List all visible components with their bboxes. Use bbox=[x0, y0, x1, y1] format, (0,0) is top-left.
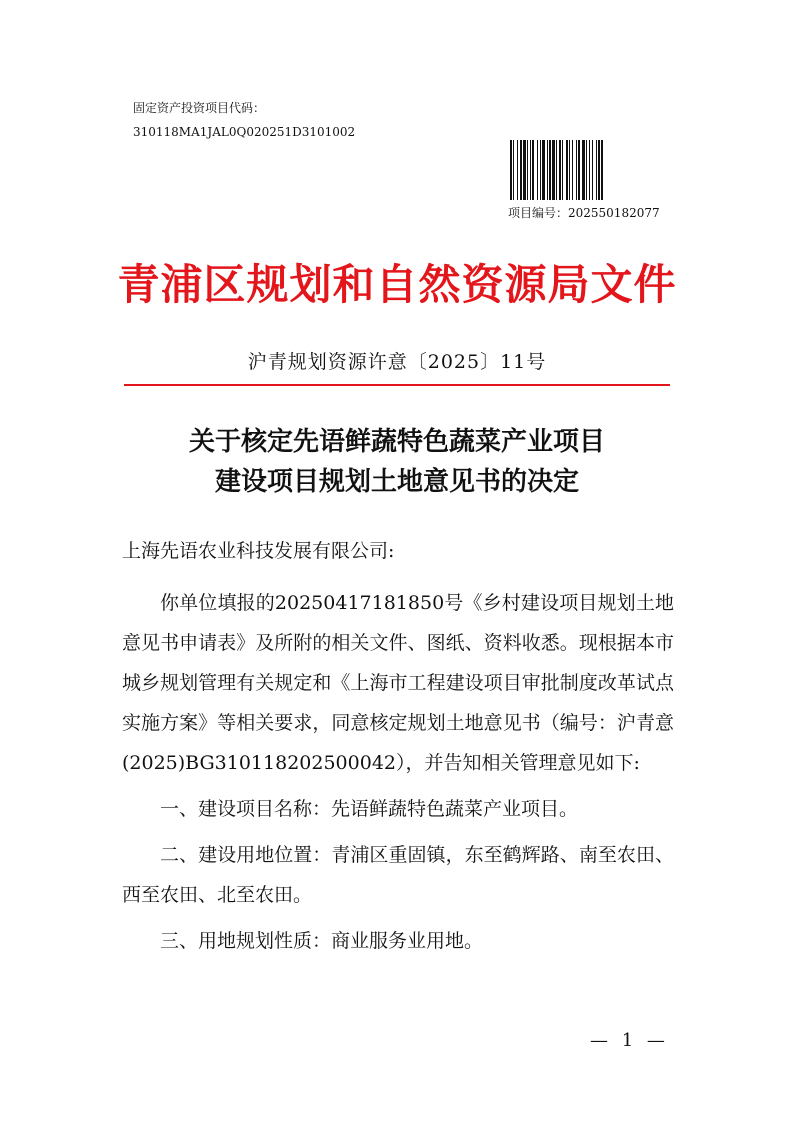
project-number: 项目编号：202550182077 bbox=[508, 206, 660, 220]
project-code-block bbox=[133, 96, 355, 144]
document-number: 沪青规划资源许意〔2025〕11号 bbox=[247, 351, 547, 373]
page-number: — 1 — bbox=[590, 1030, 669, 1051]
body-paragraph: 一、建设项目名称：先语鲜蔬特色蔬菜产业项目。 bbox=[160, 798, 579, 820]
title-line-1: 关于核定先语鲜蔬特色蔬菜产业项目 bbox=[188, 427, 605, 457]
body-paragraph: 二、建设用地位置：青浦区重固镇，东至鹤辉路、南至农田、西至农田、北至农田。 bbox=[122, 844, 674, 906]
agency-header: 青浦区规划和自然资源局文件 bbox=[117, 260, 677, 309]
project-code-label: 固定资产投资项目代码： bbox=[133, 101, 266, 115]
body-paragraph: 你单位填报的20250417181850号《乡村建设项目规划土地意见书申请表》及所附的相关文件、图纸、资料收悉。现根据本市城乡规划管理有关规定和《上海市工程建设项目审批制度改革试点实施方案》等相关要求，同意核定规划土地意见书（编号：沪青意(2025)BG310118202500042），并告知相关管理意见如下: bbox=[122, 592, 674, 774]
document-title bbox=[0, 422, 794, 502]
body-paragraph: 三、用地规划性质：商业服务业用地。 bbox=[160, 930, 484, 952]
barcode-image bbox=[510, 140, 662, 200]
recipient: 上海先语农业科技发展有限公司: bbox=[122, 540, 395, 562]
title-line-2: 建设项目规划土地意见书的决定 bbox=[214, 467, 579, 497]
document-body bbox=[122, 583, 674, 967]
project-code-value: 310118MA1JAL0Q020251D3101002 bbox=[133, 125, 356, 139]
red-divider bbox=[124, 384, 670, 386]
